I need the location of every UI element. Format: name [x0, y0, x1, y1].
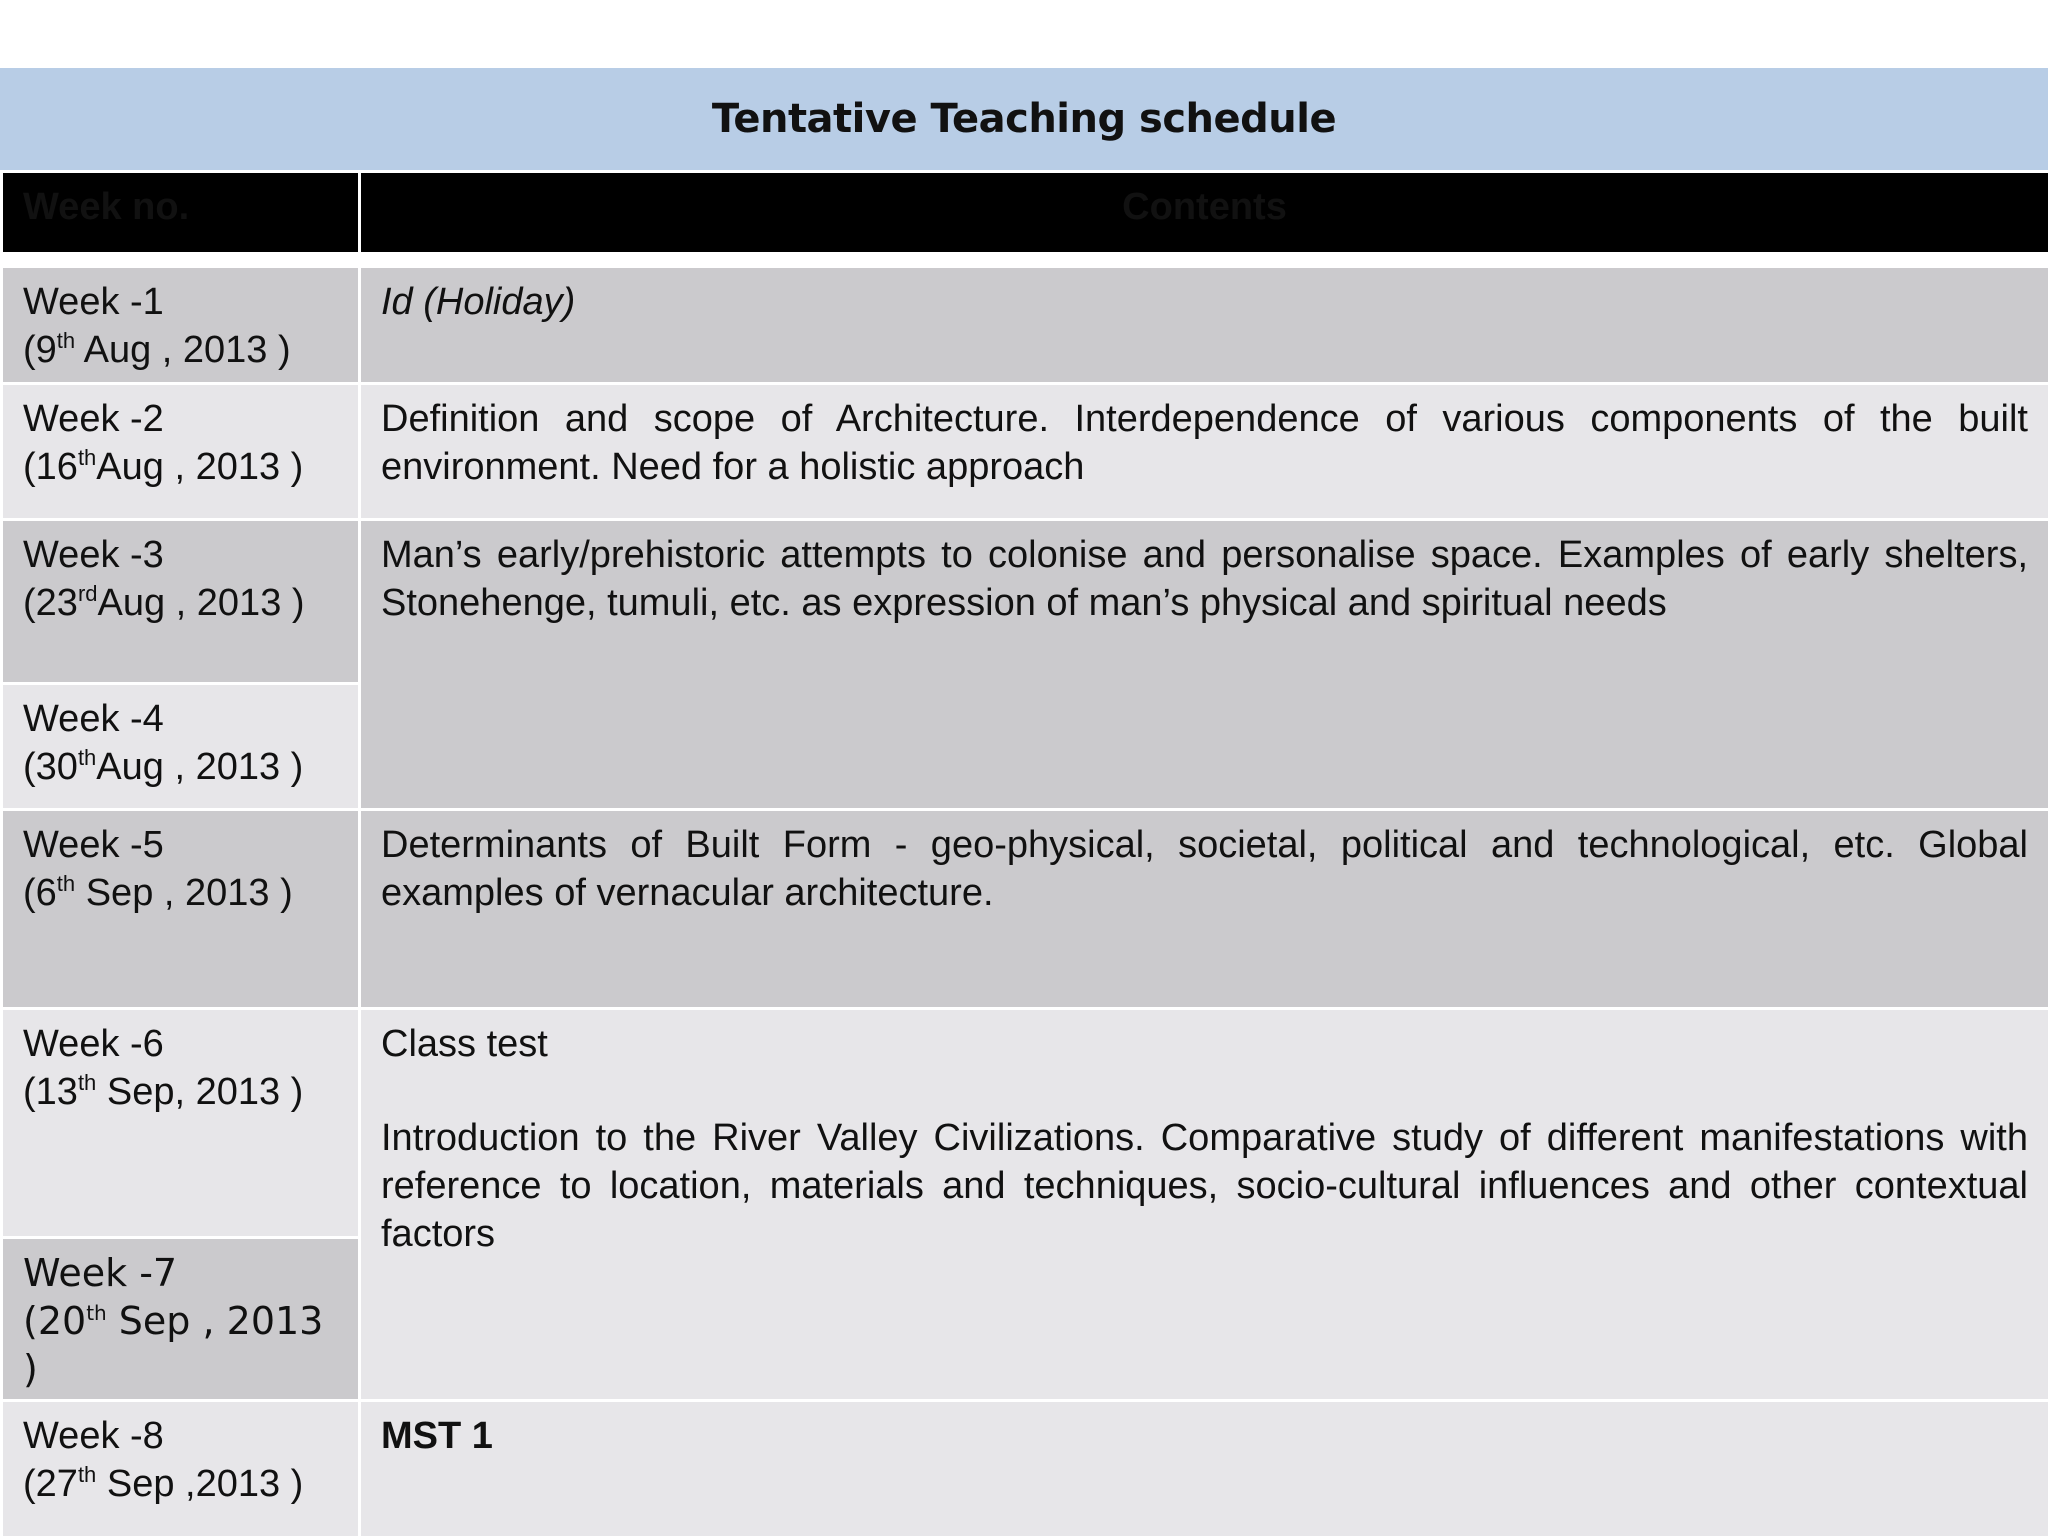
content-class-test: Class test [381, 1023, 548, 1065]
week-day-suffix: th [77, 1462, 97, 1487]
week-date: (27th Sep ,2013 ) [23, 1462, 304, 1505]
week-label: Week -8 [23, 1415, 164, 1457]
week-cell [2, 520, 360, 684]
week-label: Week -3 [23, 534, 164, 576]
week-date-rest: Aug , 2013 ) [96, 446, 304, 488]
week-day: 20 [37, 1299, 87, 1343]
week-date-rest: Aug , 2013 ) [97, 582, 305, 624]
week-date: (30thAug , 2013 ) [23, 745, 304, 788]
week-day: 30 [35, 746, 78, 788]
week-day-suffix: th [77, 745, 97, 770]
week-label: Week -7 [23, 1251, 178, 1295]
week-cell [2, 267, 360, 384]
week-day-suffix: rd [77, 581, 98, 606]
table-row [2, 267, 2048, 384]
week-day: 23 [35, 582, 78, 624]
week-day-suffix: th [56, 871, 76, 896]
content-cell: Definition and scope of Architecture. Interdependence of various components of the built environment. Need for a holistic approach [360, 384, 2048, 520]
content-cell: MST 1 [360, 1401, 2048, 1536]
table-row [2, 384, 2048, 520]
week-label: Week -5 [23, 824, 164, 866]
week-cell [2, 1401, 360, 1536]
content-cell: Id (Holiday) [360, 267, 2048, 384]
week-date-rest: Sep , 2013 ) [23, 1299, 324, 1391]
week-day: 16 [35, 446, 78, 488]
week-day-suffix: th [56, 328, 76, 353]
week-day: 13 [35, 1071, 78, 1113]
week-date-rest: Aug , 2013 ) [96, 746, 304, 788]
header-gap [2, 254, 2048, 267]
table-row [2, 1009, 2048, 1238]
week-date-rest: Sep, 2013 ) [96, 1071, 304, 1113]
week-label: Week -2 [23, 398, 164, 440]
week-date: (23rdAug , 2013 ) [23, 581, 305, 624]
week-date: (9th Aug , 2013 ) [23, 328, 291, 371]
week-date: (6th Sep , 2013 ) [23, 871, 293, 914]
table-row [2, 520, 2048, 684]
page-title: Tentative Teaching schedule [711, 96, 1337, 142]
week-label: Week -6 [23, 1023, 164, 1065]
content-cell: Determinants of Built Form - geo-physical, societal, political and technological, etc. Global examples of vernacular architecture. [360, 810, 2048, 1009]
week-date: (13th Sep, 2013 ) [23, 1070, 304, 1113]
week-day: 6 [35, 872, 57, 914]
week-day-suffix: th [77, 445, 97, 470]
week-label: Week -4 [23, 698, 164, 740]
table-row [2, 810, 2048, 1009]
week-label: Week -1 [23, 281, 164, 323]
week-date-rest: Aug , 2013 ) [75, 329, 291, 371]
week-cell [2, 1238, 360, 1401]
week-cell [2, 1009, 360, 1238]
week-date-rest: Sep , 2013 ) [75, 872, 293, 914]
week-day: 9 [35, 329, 57, 371]
title-bar [0, 68, 2048, 170]
week-date: (20th Sep , 2013 ) [23, 1299, 324, 1391]
week-day-suffix: th [86, 1301, 107, 1325]
week-cell [2, 810, 360, 1009]
table-header-row [2, 172, 2048, 254]
header-week-no: Week no. [2, 172, 360, 254]
header-contents: Contents [360, 172, 2048, 254]
table-row [2, 1401, 2048, 1536]
content-cell: Man’s early/prehistoric attempts to colonise and personalise space. Examples of early shelters, Stonehenge, tumuli, etc. as expression of man’s physical and spiritual needs [360, 520, 2048, 810]
week-cell [2, 384, 360, 520]
schedule-table [0, 170, 2048, 1536]
week-date: (16thAug , 2013 ) [23, 445, 304, 488]
week-day-suffix: th [77, 1070, 97, 1095]
week-date-rest: Sep ,2013 ) [96, 1463, 304, 1505]
week-cell [2, 684, 360, 810]
content-cell [360, 1009, 2048, 1401]
content-river-valley: Introduction to the River Valley Civilizations. Comparative study of different manifestations with reference to location, materials and techniques, socio-cultural influences and other contextual factors [381, 1117, 2028, 1255]
week-day: 27 [35, 1463, 78, 1505]
